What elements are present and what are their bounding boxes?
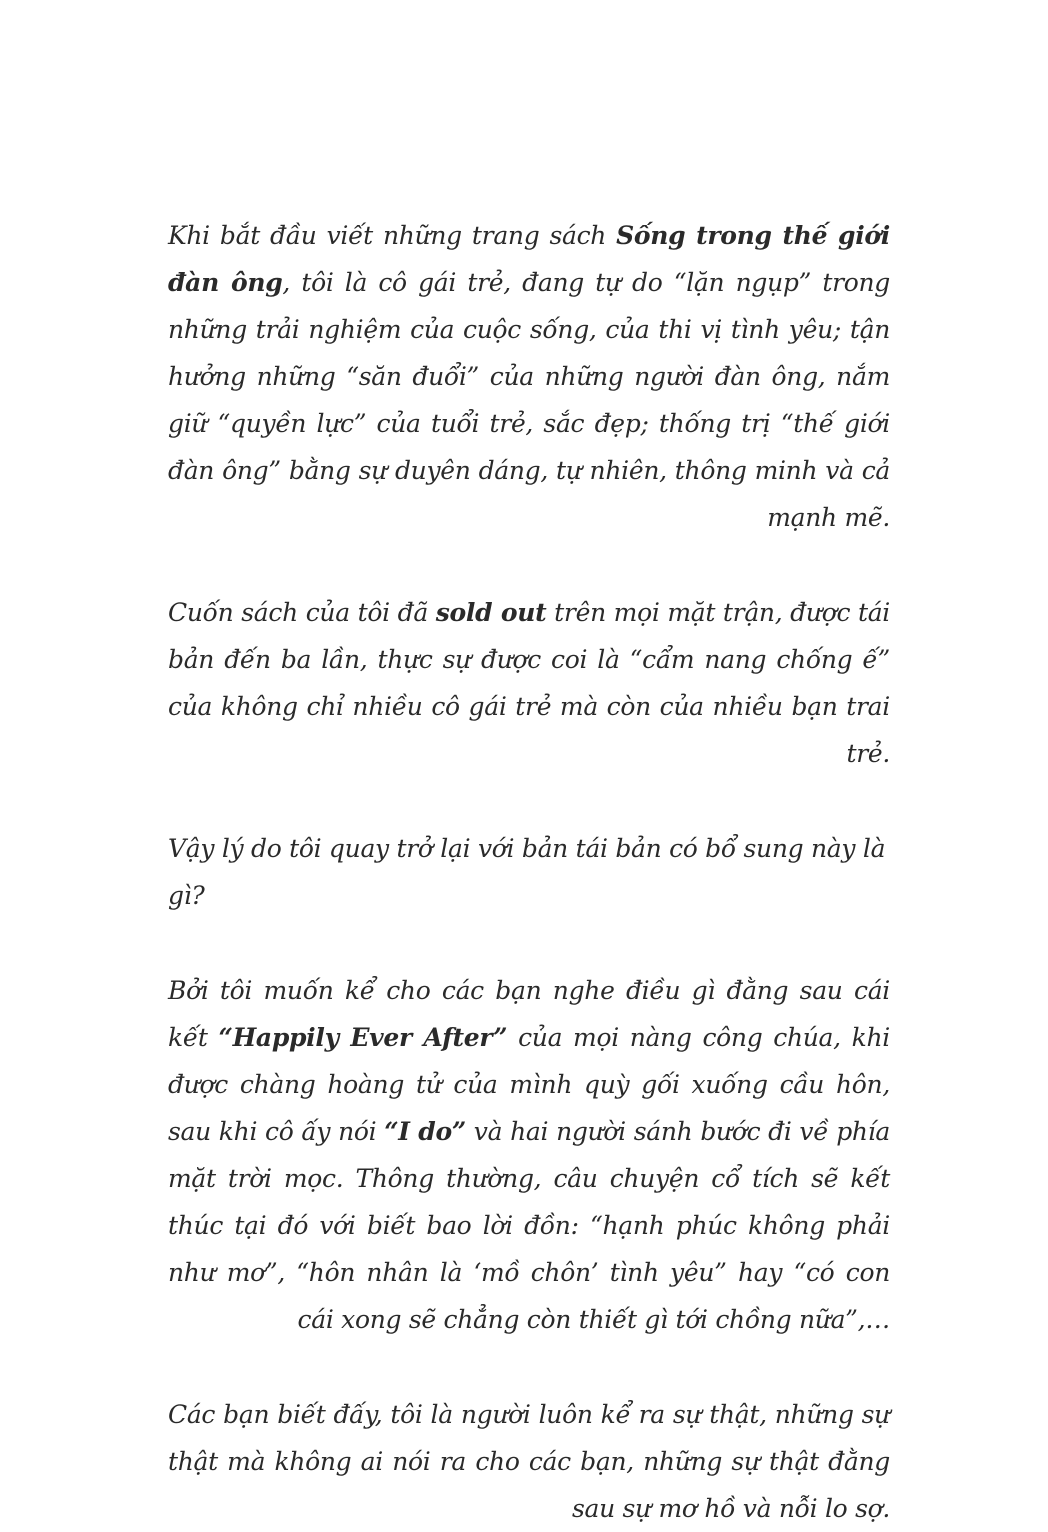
happily-ever-after-emphasis: “Happily Ever After” bbox=[218, 1023, 508, 1052]
paragraph-1 bbox=[168, 212, 890, 541]
paragraph-2-text-a: Cuốn sách của tôi đã bbox=[168, 598, 436, 627]
paragraph-3 bbox=[168, 825, 890, 919]
paragraph-4-text-c: và hai người sánh bước đi về phía mặt trời mọc. Thông thường, câu chuyện cổ tích sẽ kết thúc tại đó với biết bao lời đồn: “hạnh phúc không phải như mơ”, “hôn nhân là ‘mồ chôn’ tình yêu” hay “có con cái xong sẽ chẳng còn thiết gì tới chồng nữa”,… bbox=[168, 1117, 891, 1334]
book-page-text bbox=[168, 212, 890, 1532]
paragraph-2-text-b: trên mọi mặt trận, được tái bản đến ba lần, thực sự được coi là “cẩm nang chống ế” của không chỉ nhiều cô gái trẻ mà còn của nhiều bạn trai trẻ. bbox=[168, 598, 891, 768]
paragraph-gap bbox=[168, 541, 890, 589]
paragraph-5-text: Các bạn biết đấy, tôi là người luôn kể ra sự thật, những sự thật mà không ai nói ra cho các bạn, những sự thật đằng sau sự mơ hồ và nỗi lo sợ. bbox=[168, 1400, 890, 1523]
book-title-emphasis: Sống trong thế giới đàn ông bbox=[168, 221, 890, 297]
paragraph-4-text-a: Bởi tôi muốn kể cho các bạn nghe điều gì đằng sau cái kết bbox=[168, 976, 890, 1052]
paragraph-gap bbox=[168, 1343, 890, 1391]
sold-out-emphasis: sold out bbox=[435, 598, 547, 627]
paragraph-5 bbox=[168, 1391, 890, 1532]
paragraph-2 bbox=[168, 589, 890, 777]
paragraph-gap bbox=[168, 777, 890, 825]
paragraph-1-text-b: , tôi là cô gái trẻ, đang tự do “lặn ngụp” trong những trải nghiệm của cuộc sống, của thi vị tình yêu; tận hưởng những “săn đuổi” của những người đàn ông, nắm giữ “quyền lực” của tuổi trẻ, sắc đẹp; thống trị “thế giới đàn ông” bằng sự duyên dáng, tự nhiên, thông minh và cả mạnh mẽ. bbox=[168, 268, 891, 532]
paragraph-3-text: Vậy lý do tôi quay trở lại với bản tái bản có bổ sung này là gì? bbox=[168, 834, 886, 910]
paragraph-gap bbox=[168, 919, 890, 967]
paragraph-4-text-b: của mọi nàng công chúa, khi được chàng hoàng tử của mình quỳ gối xuống cầu hôn, sau khi cô ấy nói bbox=[168, 1023, 890, 1146]
paragraph-1-text-a: Khi bắt đầu viết những trang sách bbox=[168, 221, 617, 250]
paragraph-4 bbox=[168, 967, 890, 1343]
i-do-emphasis: “I do” bbox=[384, 1117, 466, 1146]
